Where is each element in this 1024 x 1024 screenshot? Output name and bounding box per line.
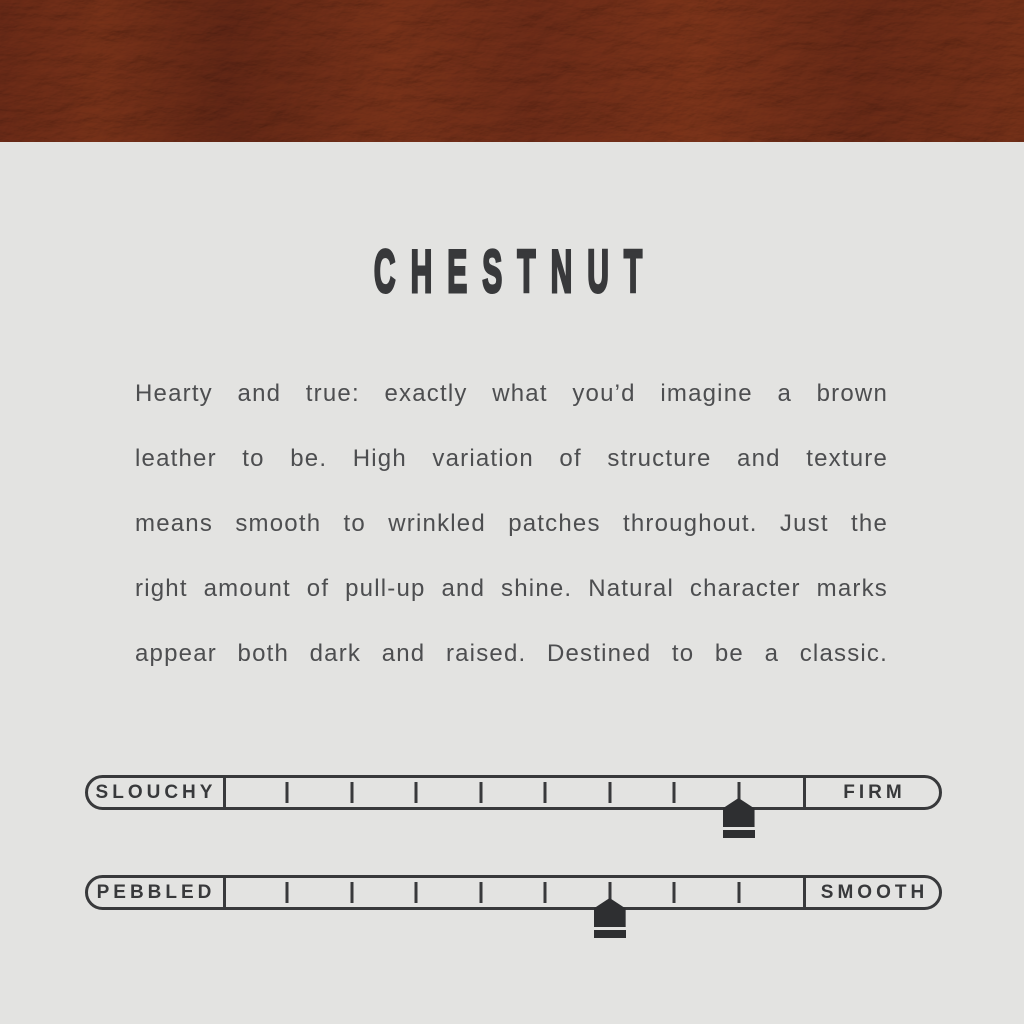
tick-mark [673,782,676,803]
description-line: leather to be. High variation of structure and texture [135,445,888,472]
marker-base-icon [723,830,755,838]
slider-marker[interactable] [594,898,626,938]
description-line: means smooth to wrinkled patches throughout. Just the [135,510,888,537]
slider-label-pebbled: PEBBLED [96,881,216,903]
marker-base-icon [594,930,626,938]
tick-mark [350,782,353,803]
tick-mark [286,782,289,803]
leather-swatch-image [0,0,1024,142]
tick-mark [479,782,482,803]
texture-slider [85,875,942,910]
tick-mark [737,882,740,903]
tick-mark [544,782,547,803]
slider-label-smooth: SMOOTH [820,881,929,903]
slider-label-firm: FIRM [843,781,906,803]
tick-mark [608,782,611,803]
tick-mark [350,882,353,903]
color-name-text: CHESTNUT [374,238,658,305]
tick-mark [415,782,418,803]
description-line: appear both dark and raised. Destined to be a classic. [135,640,888,667]
structure-slider [85,775,942,810]
tick-mark [415,882,418,903]
tick-mark [286,882,289,903]
description-line: right amount of pull-up and shine. Natural character marks [135,575,888,602]
marker-pointer-icon [594,898,626,927]
leather-texture-graphic [0,0,1024,142]
color-name-title [0,240,1024,304]
tick-mark [544,882,547,903]
slider-left-divider [223,875,226,910]
marker-pointer-icon [723,798,755,827]
tick-mark [673,882,676,903]
color-description [135,361,888,686]
description-line: Hearty and true: exactly what you’d imagine a brown [135,380,888,407]
slider-label-slouchy: SLOUCHY [95,781,217,803]
slider-left-divider [223,775,226,810]
tick-mark [479,882,482,903]
slider-marker[interactable] [723,798,755,838]
